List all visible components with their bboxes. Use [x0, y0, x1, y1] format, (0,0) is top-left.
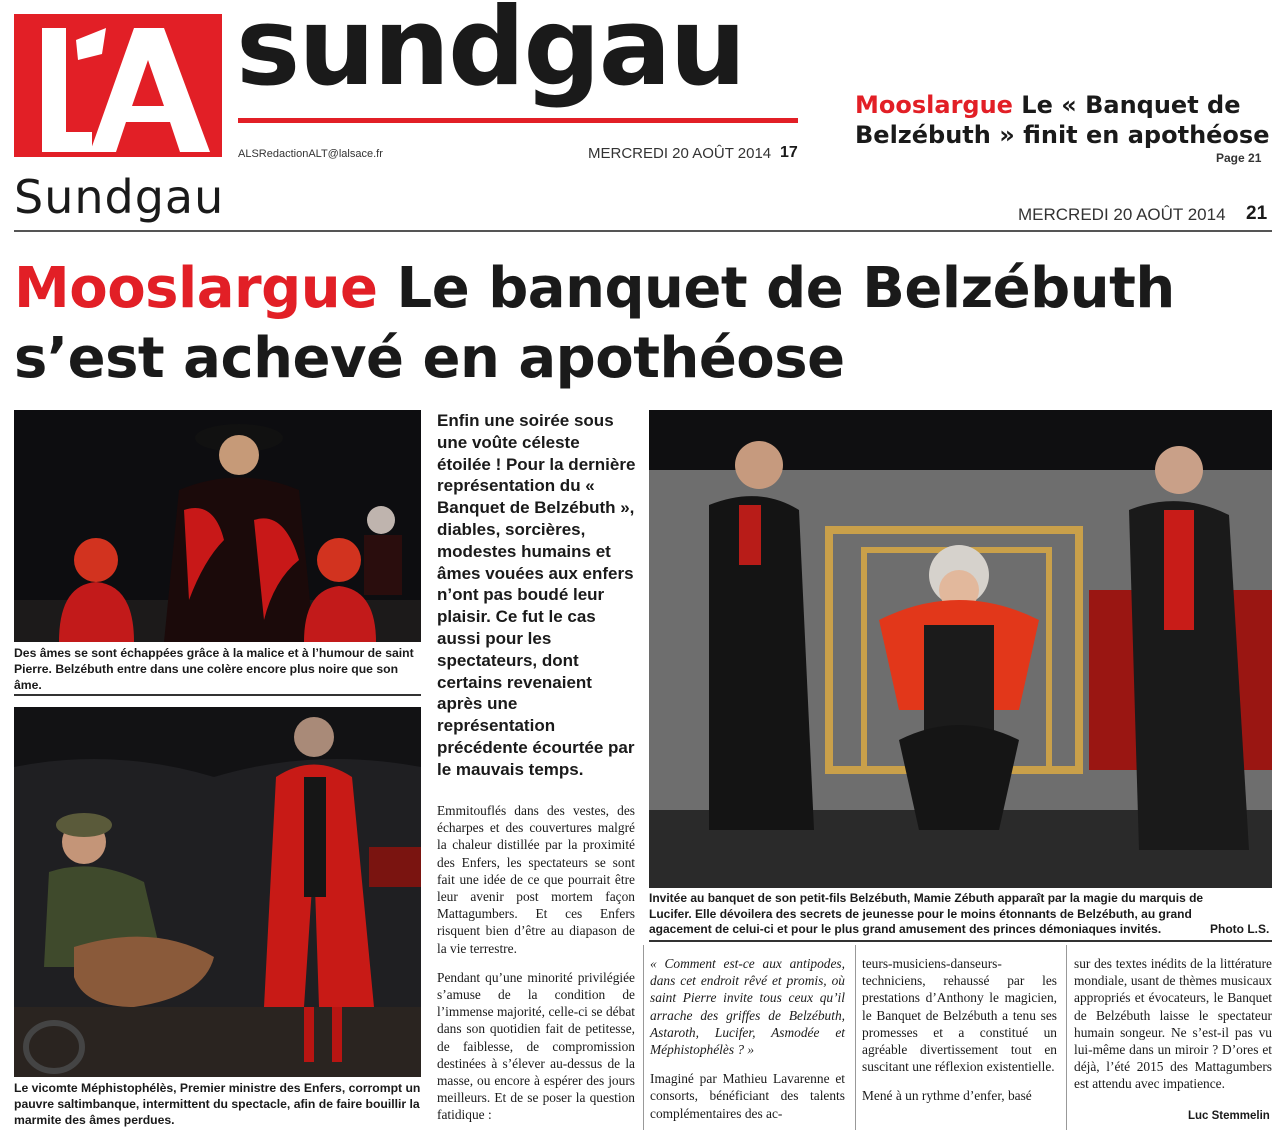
column-rule: [643, 945, 644, 1130]
photo-mamie-zebuth: [649, 410, 1272, 888]
photo-belzebuth-stage: [14, 410, 421, 642]
paragraph: Imaginé par Mathieu Lavarenne et consorts, bénéficiant des talents complémentaires des ac-: [650, 1071, 845, 1121]
headline-location: Mooslargue: [14, 256, 378, 321]
paragraph: Mené à un rythme d’enfer, basé: [862, 1088, 1032, 1104]
masthead-page-number: 17: [780, 144, 798, 161]
caption-rule: [14, 694, 421, 696]
quote-paragraph: « Comment est-ce aux antipodes, dans cet endroit rêvé et promis, où saint Pierre invite tous ceux qu’il arrache des griffes de Belzébuth, Astaroth, Lucifer, Asmodée et Méphistophélès ? »: [650, 956, 845, 1058]
teaser-text: Le « Banquet de Belzébuth » finit en apothéose: [855, 91, 1270, 149]
lalsace-logo: [14, 14, 222, 157]
paragraph: Emmitouflés dans des vestes, des écharpes et des couvertures malgré la chaleur distillée par la proximité des Enfers, les spectateurs se sont fait une idée de ce que pourrait être leur avenir post mortem façon Mattagumbers. Et ces Enfers risquent bien d’être au diapason de la vie terrestre.: [437, 803, 635, 956]
headline-text: Le banquet de Belzébuth s’est achevé en apothéose: [14, 256, 1175, 391]
section-rule: [14, 230, 1272, 232]
article-author: Luc Stemmelin: [1188, 1110, 1270, 1122]
masthead-date: MERCREDI 20 AOÛT 2014: [588, 145, 772, 162]
paragraph: sur des textes inédits de la littérature mondiale, usant de thèmes musicaux appropriés et évocateurs, le Banquet de Belzébuth laisse le spectateur humain songeur. Ne s’est-il pas vu lui-même dans un miroir ? D’ores et déjà, l’été 2015 des Mattagumbers est attendu avec impatience.: [1074, 956, 1272, 1092]
masthead-rule: [238, 118, 798, 123]
masthead-title: sundgau: [236, 0, 745, 110]
article-column-1: [437, 802, 635, 1136]
photo-credit: Photo L.S.: [1210, 922, 1270, 936]
article-column-3: [862, 955, 1057, 1117]
article-headline: [14, 254, 1274, 394]
column-rule: [1066, 945, 1067, 1130]
section-date: MERCREDI 20 AOÛT 2014: [1018, 205, 1226, 224]
logo-mark-icon: [14, 14, 222, 157]
column-rule: [855, 945, 856, 1130]
photo-caption-main: Invitée au banquet de son petit-fils Belzébuth, Mamie Zébuth apparaît par la magie du marquis de Lucifer. Elle dévoilera des secrets de jeunesse pour le moins étonnants de Belzébuth, au grand agacement de celui-ci et pour le plus grand amusement des princes démoniaques invités.: [649, 891, 1204, 936]
article-column-4: [1074, 955, 1272, 1105]
photo-mephistopheles: [14, 707, 421, 1077]
section-title: Sundgau: [14, 170, 225, 224]
photo-caption-bottom-left: Le vicomte Méphistophélès, Premier ministre des Enfers, corrompt un pauvre saltimbanque, intermittent du spectacle, afin de faire bouillir la marmite des âmes perdues.: [14, 1081, 421, 1127]
teaser-location: Mooslargue: [855, 91, 1013, 119]
caption-rule-main: [649, 940, 1272, 942]
masthead-email: ALSRedactionALT@lalsace.fr: [238, 148, 383, 160]
section-page-number: 21: [1246, 203, 1268, 224]
paragraph: teurs-musiciens-danseurs-techniciens, rehaussé par les prestations d’Anthony le magicien, le Banquet de Belzébuth a tenu ses promesses et a constitué un agréable divertissement tout en suscitant une réflexion existentielle.: [862, 956, 1057, 1075]
teaser-page-ref: Page 21: [1216, 151, 1262, 165]
article-lead: Enfin une soirée sous une voûte céleste étoilée ! Pour la dernière représentation du « Banquet de Belzébuth », diables, sorcières, modestes humains et âmes vouées aux enfers n’ont pas boudé leur plaisir. Ce fut le cas aussi pour les spectateurs, dont certains revenaient après une représentation précédente écourtée par le mauvais temps.: [437, 411, 636, 779]
teaser-headline: [855, 90, 1275, 150]
article-column-2: [650, 955, 845, 1134]
photo-caption-top-left: Des âmes se sont échappées grâce à la malice et à l’humour de saint Pierre. Belzébuth entre dans une colère encore plus noire que son âme.: [14, 646, 414, 692]
paragraph: Pendant qu’une minorité privilégiée s’amuse de la condition de l’immense majorité, celle-ci se débat dans son quotidien fait de petitesse, de faiblesse, de compromission destinées à s’élever au-dessus de la masse, ou encore à espérer des jours meilleurs. Et de se poser la question fatidique :: [437, 969, 635, 1123]
